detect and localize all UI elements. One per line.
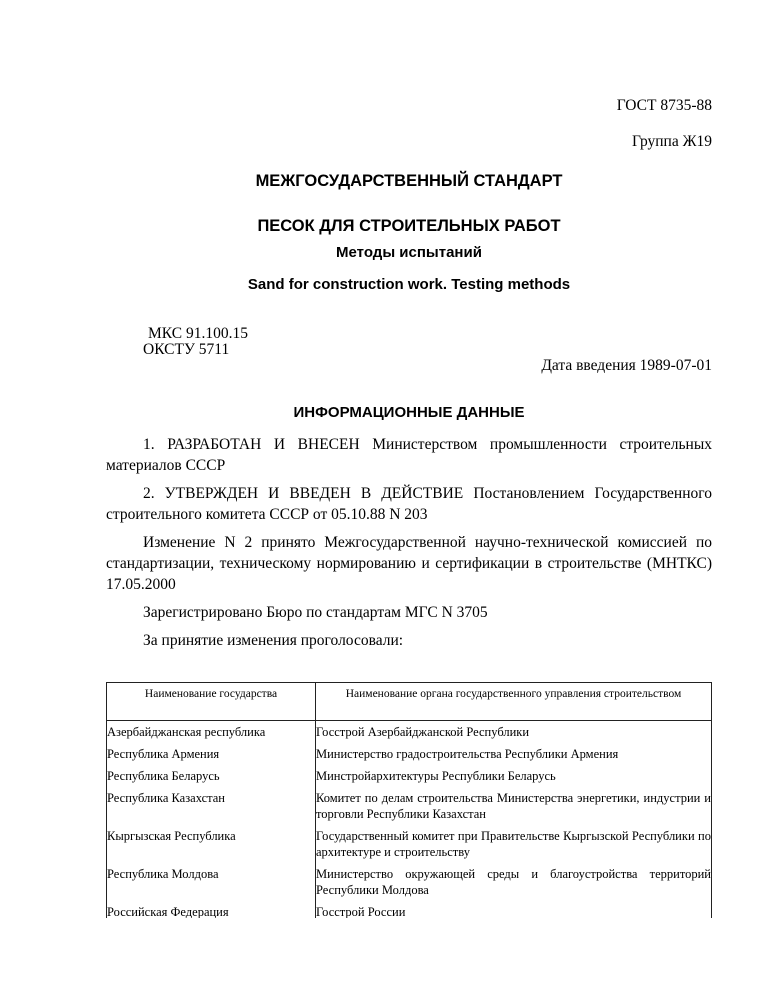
country-cell: Азербайджанская республика [107, 721, 316, 744]
agency-cell [316, 863, 712, 901]
agency-cell [316, 721, 712, 744]
classification-codes [106, 326, 712, 358]
agency-cell [316, 743, 712, 765]
agency-line: Госстрой России [316, 905, 406, 918]
table-row [107, 787, 712, 825]
agency-cell [316, 901, 712, 918]
country-cell: Республика Беларусь [107, 765, 316, 787]
agency-line: Государственный комитет при Правительстве Кыргызской Республики по [316, 829, 711, 843]
paragraph-line: 1. РАЗРАБОТАН И ВНЕСЕН Министерством промышленности строительных [143, 436, 712, 453]
paragraph [106, 630, 712, 651]
table-header-country: Наименование государства [107, 683, 316, 721]
introduction-date: Дата введения 1989-07-01 [541, 357, 712, 374]
table-header-agency: Наименование органа государственного управления строительством [316, 683, 712, 721]
document-content [106, 95, 712, 918]
okstu-code: ОКСТУ 5711 [143, 341, 230, 358]
paragraph [106, 532, 712, 595]
agency-line: Минстройархитектуры Республики Беларусь [316, 769, 556, 783]
agency-line: Госстрой Азербайджанской Республики [316, 725, 530, 739]
paragraph-line: 17.05.2000 [106, 576, 176, 593]
agency-line: Министерство градостроительства Республики Армения [316, 747, 619, 761]
agency-line: архитектуре и строительству [316, 845, 470, 859]
country-cell: Кыргызская Республика [107, 825, 316, 863]
table-header-row [107, 683, 712, 721]
standard-type-heading: МЕЖГОСУДАРСТВЕННЫЙ СТАНДАРТ [255, 172, 563, 190]
doc-subtitle-ru: Методы испытаний [336, 244, 482, 261]
paragraph [106, 483, 712, 525]
agency-line: Министерство окружающей среды и благоустройства территорий [316, 867, 711, 881]
vote-table-container [106, 682, 712, 918]
paragraph-line: Зарегистрировано Бюро по стандартам МГС N 3705 [143, 604, 488, 621]
info-paragraphs [106, 434, 712, 651]
doc-title-en: Sand for construction work. Testing methods [247, 276, 571, 293]
table-row [107, 825, 712, 863]
table-row [107, 901, 712, 918]
doc-group: Группа Ж19 [631, 133, 712, 150]
agency-cell [316, 825, 712, 863]
agency-line: Республики Молдова [316, 883, 429, 897]
table-row [107, 743, 712, 765]
doc-title-ru: ПЕСОК ДЛЯ СТРОИТЕЛЬНЫХ РАБОТ [257, 217, 561, 235]
paragraph-line: стандартизации, техническому нормированию и сертификации в строительстве (МНТКС) [106, 555, 712, 572]
agency-line: Комитет по делам строительства Министерства энергетики, индустрии и [316, 791, 711, 805]
table-row [107, 765, 712, 787]
mks-code: МКС 91.100.15 [148, 325, 248, 342]
agency-line: торговли Республики Казахстан [316, 807, 486, 821]
table-row [107, 863, 712, 901]
country-cell: Российская Федерация [107, 901, 316, 918]
country-cell: Республика Армения [107, 743, 316, 765]
country-cell: Республика Молдова [107, 863, 316, 901]
paragraph-line: 2. УТВЕРЖДЕН И ВВЕДЕН В ДЕЙСТВИЕ Постановлением Государственного [143, 485, 712, 502]
agency-cell [316, 787, 712, 825]
doc-number: ГОСТ 8735-88 [616, 97, 712, 114]
paragraph-line: материалов СССР [106, 457, 226, 474]
country-cell: Республика Казахстан [107, 787, 316, 825]
paragraph [106, 434, 712, 476]
table-row [107, 721, 712, 744]
paragraph [106, 602, 712, 623]
agency-cell [316, 765, 712, 787]
paragraph-line: строительного комитета СССР от 05.10.88 N 203 [106, 506, 428, 523]
vote-table [106, 682, 712, 918]
paragraph-line: Изменение N 2 принято Межгосударственной научно-технической комиссией по [143, 534, 712, 551]
section-heading: ИНФОРМАЦИОННЫЕ ДАННЫЕ [293, 404, 525, 421]
paragraph-line: За принятие изменения проголосовали: [143, 632, 404, 649]
